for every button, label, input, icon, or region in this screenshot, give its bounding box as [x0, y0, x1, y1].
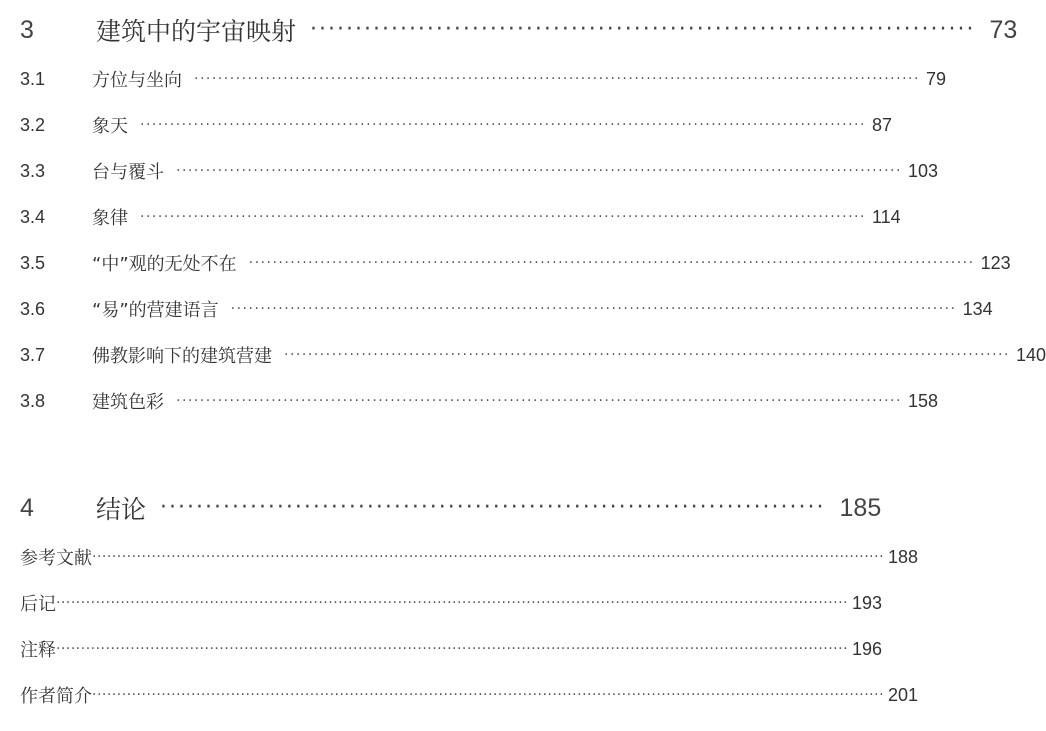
chapter-title: 结论: [96, 495, 147, 524]
page-number: 158: [907, 390, 938, 411]
dot-leader: ··························································································································: [284, 346, 1010, 363]
dot-leader: ··························································································································: [248, 254, 975, 271]
back-matter-title: 作者简介: [20, 686, 92, 707]
section-title: 方位与坐向: [92, 70, 182, 91]
section-number: 3.2: [20, 114, 46, 135]
page-number: 196: [852, 638, 883, 659]
section-number: 3.4: [20, 206, 46, 227]
toc-back-author-bio[interactable]: [20, 682, 919, 708]
toc-back-references[interactable]: [20, 544, 919, 570]
dot-leader: ································································································································································: [56, 640, 849, 657]
section-number: 3.3: [20, 160, 46, 181]
dot-leader: ··························································································································: [194, 70, 920, 87]
back-matter-title: 注释: [20, 640, 56, 661]
section-title: 象律: [92, 208, 128, 229]
toc-section-3-3[interactable]: [20, 158, 938, 184]
section-number: 3.1: [20, 68, 46, 89]
toc-section-3-8[interactable]: [20, 388, 938, 414]
page-number: 185: [839, 493, 882, 522]
section-title: “中”观的无处不在: [92, 254, 237, 275]
dot-leader: ··························································································································: [176, 162, 902, 179]
section-number: 3.7: [20, 344, 46, 365]
dot-leader: ··········································································: [160, 494, 826, 520]
toc-section-3-6[interactable]: [20, 296, 993, 322]
dot-leader: ··········································································: [310, 16, 976, 42]
page-number: 123: [980, 252, 1011, 273]
toc-section-3-2[interactable]: [20, 112, 892, 138]
section-title: 建筑色彩: [92, 392, 164, 413]
page-number: 103: [907, 160, 938, 181]
chapter-number: 4: [20, 493, 34, 522]
page-number: 201: [888, 684, 919, 705]
section-number: 3.5: [20, 252, 46, 273]
toc-section-3-7[interactable]: [20, 342, 1046, 368]
section-number: 3.8: [20, 390, 46, 411]
toc-back-afterword[interactable]: [20, 590, 883, 616]
page-number: 193: [852, 592, 883, 613]
page-number: 140: [1015, 344, 1046, 365]
dot-leader: ··························································································································: [140, 208, 866, 225]
dot-leader: ··························································································································: [230, 300, 957, 317]
back-matter-title: 参考文献: [20, 548, 92, 569]
dot-leader: ································································································································································: [56, 594, 849, 611]
page-number: 79: [925, 68, 946, 89]
page-number: 114: [871, 206, 901, 227]
back-matter-title: 后记: [20, 594, 56, 615]
page-number: 134: [962, 298, 993, 319]
toc-back-notes[interactable]: [20, 636, 883, 662]
dot-leader: ··························································································································: [140, 116, 866, 133]
page-number: 73: [989, 15, 1018, 44]
toc-section-3-4[interactable]: [20, 204, 901, 230]
section-title: 佛教影响下的建筑营建: [92, 346, 272, 367]
dot-leader: ··························································································································: [176, 392, 902, 409]
toc-section-3-5[interactable]: [20, 250, 1011, 276]
page-number: 87: [871, 114, 892, 135]
page-number: 188: [888, 546, 919, 567]
dot-leader: ································································································································································: [92, 548, 885, 565]
section-title: 象天: [92, 116, 128, 137]
section-title: 台与覆斗: [92, 162, 164, 183]
section-title: “易”的营建语言: [92, 300, 219, 321]
dot-leader: ································································································································································: [92, 686, 885, 703]
chapter-title: 建筑中的宇宙映射: [96, 17, 297, 46]
toc-chapter-4[interactable]: [20, 490, 882, 526]
section-number: 3.6: [20, 298, 46, 319]
toc-section-3-1[interactable]: [20, 66, 946, 92]
chapter-number: 3: [20, 15, 34, 44]
toc-chapter-3[interactable]: [20, 12, 1018, 48]
